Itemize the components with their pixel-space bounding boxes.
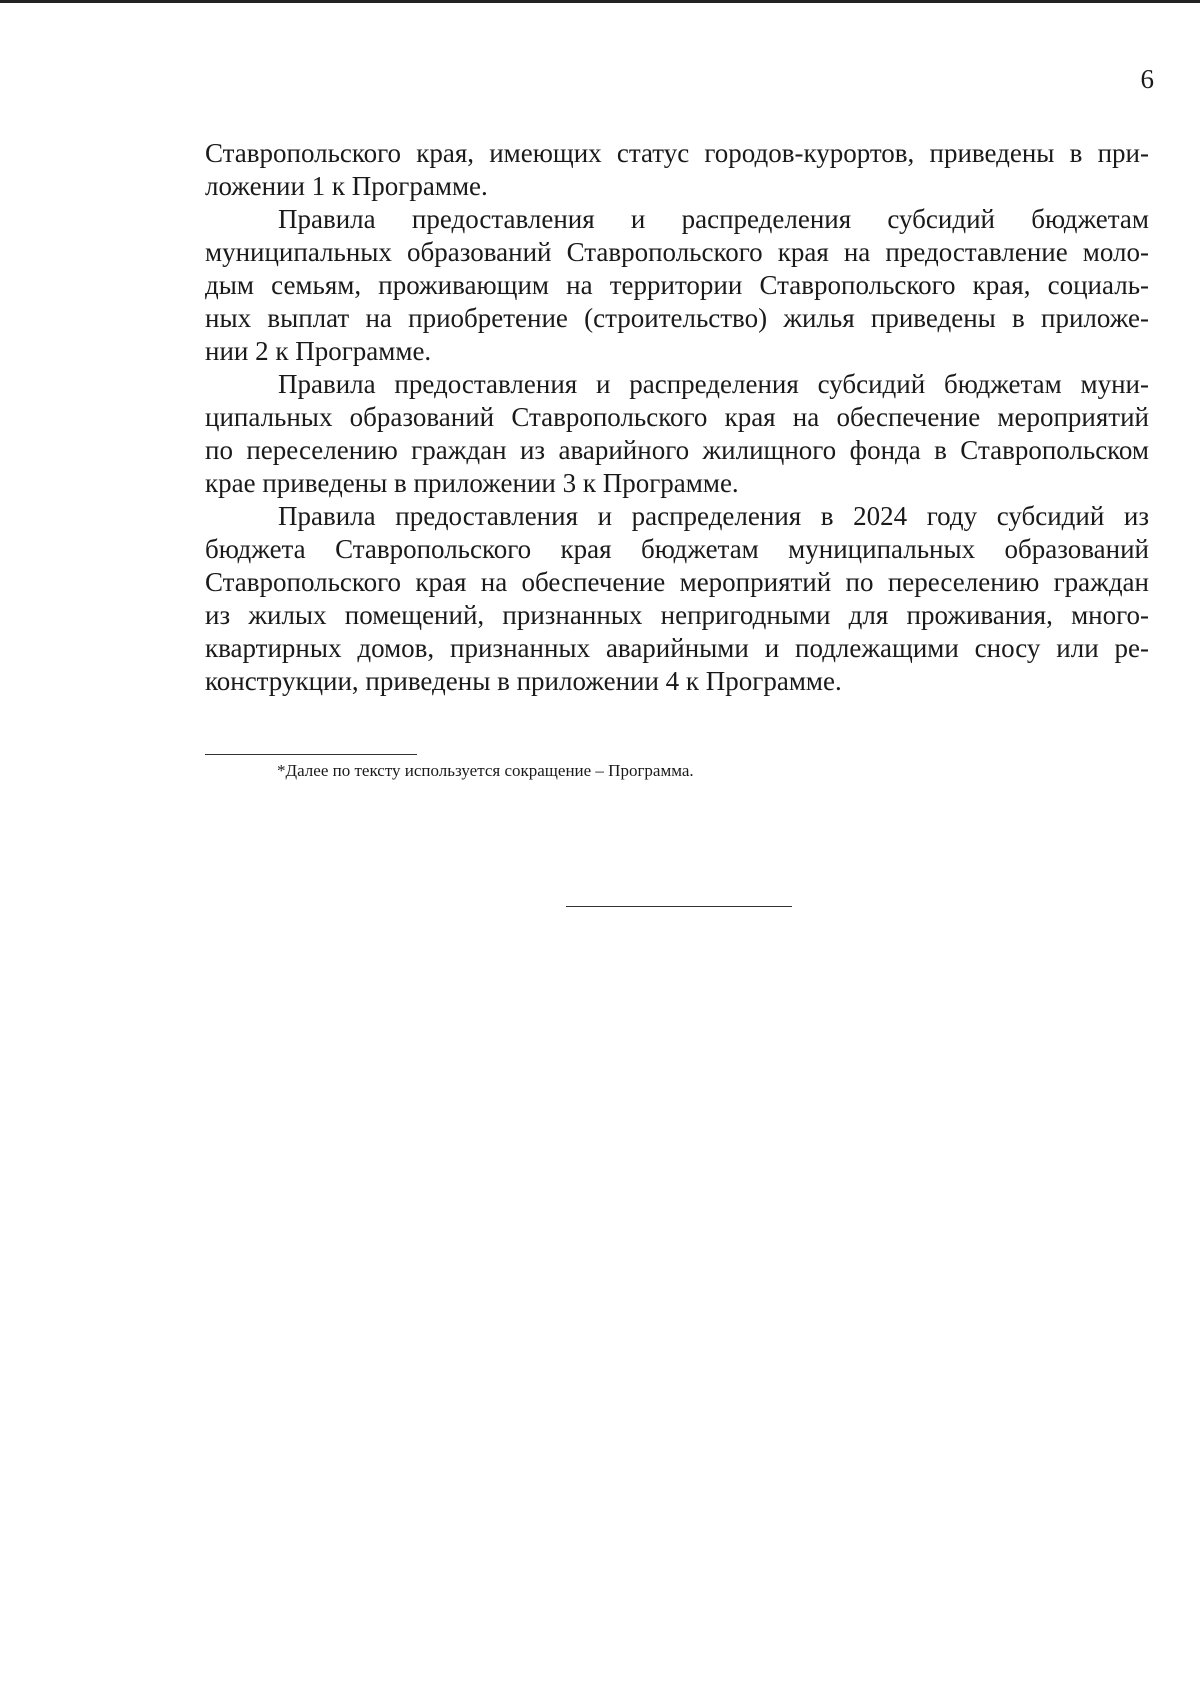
- footnote-text: *Далее по тексту используется сокращение – Программа.: [277, 761, 694, 780]
- paragraph-3-line-4: крае приведены в приложении 3 к Программе.: [205, 468, 739, 498]
- paragraph-2-line-3: дым семьям, проживающим на территории Ставропольского края, социаль-: [205, 270, 1149, 300]
- paragraph-2-line-4: ных выплат на приобретение (строительство) жилья приведены в приложе-: [205, 303, 1149, 333]
- paragraph-2-line-5: нии 2 к Программе.: [205, 336, 432, 366]
- document-body: [205, 137, 1149, 698]
- paragraph-4-line-6: конструкции, приведены в приложении 4 к Программе.: [205, 666, 842, 696]
- paragraph-2-line-1: Правила предоставления и распределения субсидий бюджетам: [278, 204, 1149, 234]
- paragraph-4-line-4: из жилых помещений, признанных непригодными для проживания, много-: [205, 600, 1149, 630]
- page-number: 6: [1140, 64, 1154, 94]
- paragraph-3-line-3: по переселению граждан из аварийного жилищного фонда в Ставропольском: [205, 435, 1149, 465]
- paragraph-4-line-5: квартирных домов, признанных аварийными и подлежащими сносу или ре-: [205, 633, 1149, 663]
- paragraph-4-line-2: бюджета Ставропольского края бюджетам муниципальных образований: [205, 534, 1149, 564]
- paragraph-1-line-1: Ставропольского края, имеющих статус городов-курортов, приведены в при-: [205, 138, 1149, 168]
- footnote-separator: [205, 754, 417, 755]
- paragraph-2-line-2: муниципальных образований Ставропольского края на предоставление моло-: [205, 237, 1149, 267]
- paragraph-3-line-1: Правила предоставления и распределения субсидий бюджетам муни-: [278, 369, 1149, 399]
- page-top-edge: [0, 0, 1200, 3]
- paragraph-1-line-2: ложении 1 к Программе.: [205, 171, 488, 201]
- end-of-document-rule: [566, 906, 792, 907]
- paragraph-4-line-3: Ставропольского края на обеспечение мероприятий по переселению граждан: [205, 567, 1149, 597]
- paragraph-4-line-1: Правила предоставления и распределения в 2024 году субсидий из: [278, 501, 1149, 531]
- paragraph-3-line-2: ципальных образований Ставропольского края на обеспечение мероприятий: [205, 402, 1149, 432]
